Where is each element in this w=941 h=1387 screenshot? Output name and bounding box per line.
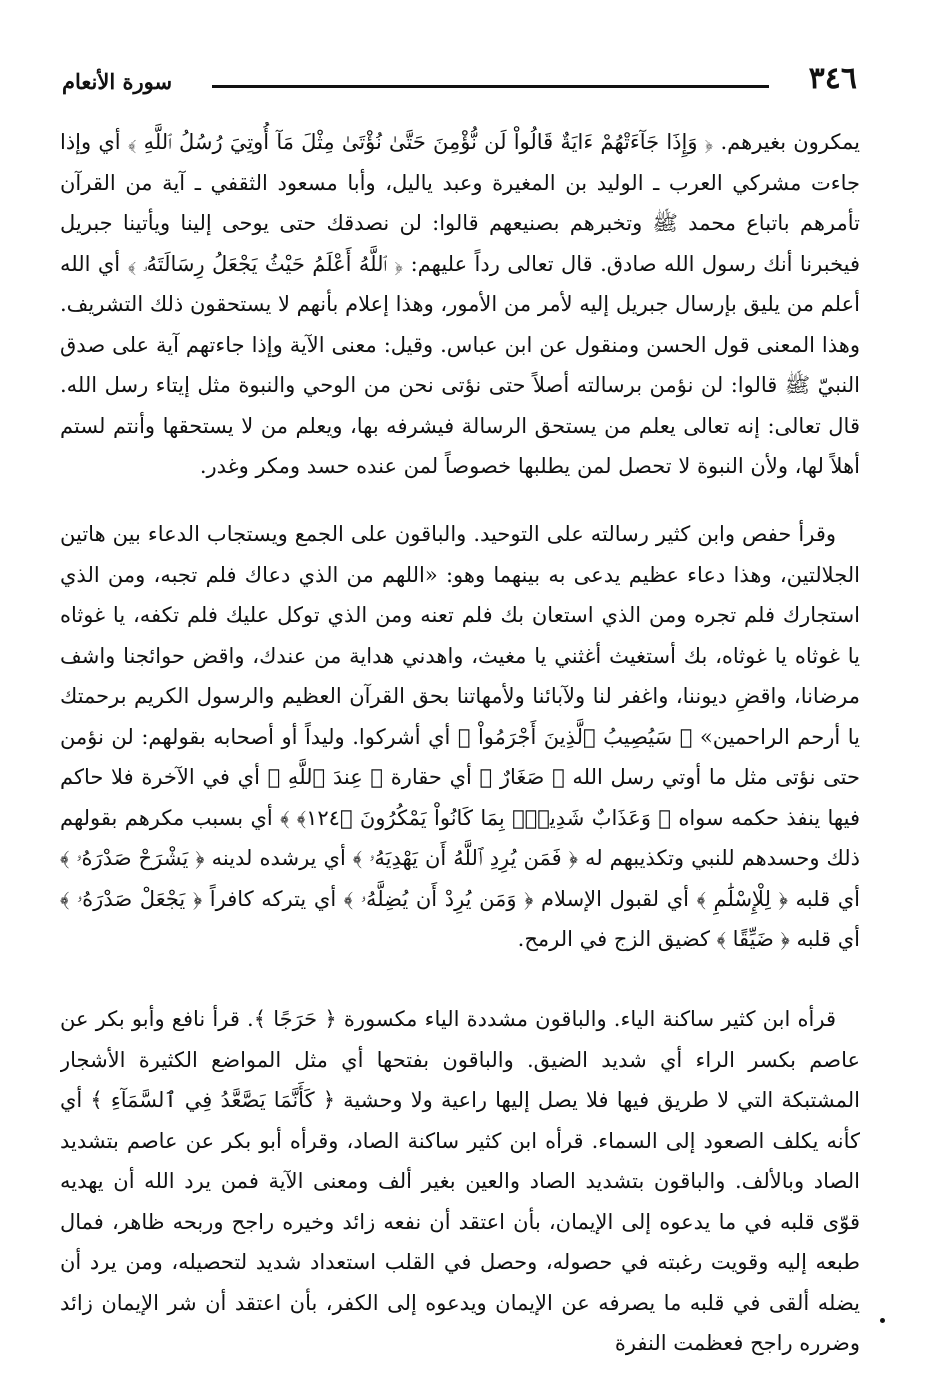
margin-dot	[880, 1318, 885, 1323]
paragraph-3: قرأه ابن كثير ساكنة الياء. والباقون مشددة الياء مكسورة ﴿ حَرَجًا ﴾. قرأ نافع وأبو بكر عن عاصم بكسر الراء أي شديد الضيق. والباقون بفتحها أي مثل المواضع الكثيرة الأشجار المشتبكة التي لا طريق فيها فلا يصل إليها راعية ولا وحشية ﴿ كَأَنَّمَا يَصَّعَّدُ فِي ٱلسَّمَآءِ ﴾ أي كأنه يكلف الصعود إلى السماء. قرأه ابن كثير ساكنة الصاد، وقرأه أبو بكر عن عاصم بتشديد الصاد وبالألف. والباقون بتشديد الصاد والعين بغير ألف ومعنى الآية فمن يرد الله أن يهديه قوّى قلبه في ما يدعوه إلى الإيمان، بأن اعتقد أن نفعه زائد وخيره راجح وربحه ظاهر، فمال طبعه إليه وقويت رغبته في حصوله، وحصل في القلب استعداد شديد لتحصيله، ومن يرد أن يضله ألقى في قلبه ما يصرفه عن الإيمان ويدعوه إلى الكفر، بأن اعتقد أن شر الإيمان زائد وضرره راجح فعظمت النفرة	[60, 1007, 860, 1355]
header-rule	[212, 85, 769, 88]
paragraph-1: يمكرون بغيرهم. ﴿ وَإِذَا جَآءَتْهُمْ ءَايَةٌ قَالُواْ لَن نُّؤْمِنَ حَتَّىٰ نُؤْتَىٰ مِثْلَ مَآ أُوتِيَ رُسُلُ ٱللَّهِ ﴾ أي وإذا جاءت مشركي العرب ـ الوليد بن المغيرة وعبد ياليل، وأبا مسعود الثقفي ـ آية من القرآن تأمرهم باتباع محمد ﷺ وتخبرهم بصنيعهم قالوا: لن نصدقك حتى يوحى إلينا ويأتينا جبريل فيخبرنا أنك رسول الله صادق. قال تعالى رداً عليهم: ﴿ ٱللَّهُ أَعْلَمُ حَيْثُ يَجْعَلُ رِسَالَتَهُۥ ﴾ أي الله أعلم من يليق بإرسال جبريل إليه لأمر من الأمور، وهذا إعلام بأنهم لا يستحقون ذلك التشريف. وهذا المعنى قول الحسن ومنقول عن ابن عباس. وقيل: معنى الآية وإذا جاءتهم آية على صدق النبيّ ﷺ قالوا: لن نؤمن برسالته أصلاً حتى نؤتى نحن من الوحي والنبوة مثل إيتاء رسل الله. قال تعالى: إنه تعالى يعلم من يستحق الرسالة فيشرفه بها، ويعلم من لا يستحقها وأنتم لستم أهلاً لها، ولأن النبوة لا تحصل لمن يطلبها خصوصاً لمن عنده حسد ومكر وغدر.	[60, 130, 860, 478]
surah-title: سورة الأنعام	[62, 69, 173, 94]
page-number: ٣٤٦	[808, 61, 857, 96]
paragraph-2: وقرأ حفص وابن كثير رسالته على التوحيد. والباقون على الجمع ويستجاب الدعاء بين هاتين الجلالتين، وهذا دعاء عظيم يدعى به بينهما وهو: «اللهم من الذي دعاك فلم تجبه، ومن الذي استجارك فلم تجره ومن الذي استعان بك فلم تعنه ومن الذي توكل عليك فلم تكفه، يا غوثاه يا غوثاه يا غوثاه، بك أستغيث أغثني يا مغيث، واهدني هداية من عندك، واقض حوائجنا واشف مرضانا، واقضِ ديوننا، واغفر لنا ولآبائنا ولأمهاتنا بحق القرآن العظيم والرسول الكريم برحمتك يا أرحم الراحمين» ﴿ سَيُصِيبُ ٱلَّذِينَ أَجْرَمُواْ ﴾ أي أشركوا. وليداً أو أصحابه بقولهم: لن نؤمن حتى نؤتى مثل ما أوتي رسل الله ﴿ صَغَارٌ ﴾ أي حقارة ﴿ عِندَ ٱللَّهِ ﴾ أي في الآخرة فلا حاكم فيها ينفذ حكمه سواه ﴿ وَعَذَابٌ شَدِيدٌۢ بِمَا كَانُواْ يَمْكُرُونَ ﴿١٢٤﴾ ﴾ أي بسبب مكرهم بقولهم ذلك وحسدهم للنبي وتكذيبهم له ﴿ فَمَن يُرِدِ ٱللَّهُ أَن يَهْدِيَهُۥ ﴾ أي يرشده لدينه ﴿ يَشْرَحْ صَدْرَهُۥ ﴾ أي قلبه ﴿ لِلْإِسْلَٰمِ ﴾ أي لقبول الإسلام ﴿ وَمَن يُرِدْ أَن يُضِلَّهُۥ ﴾ أي يتركه كافراً ﴿ يَجْعَلْ صَدْرَهُۥ ﴾ أي قلبه ﴿ ضَيِّقًا ﴾ كضيق الزج في الرمح.	[60, 522, 860, 951]
page-body	[60, 122, 860, 1364]
page-header	[62, 58, 857, 104]
